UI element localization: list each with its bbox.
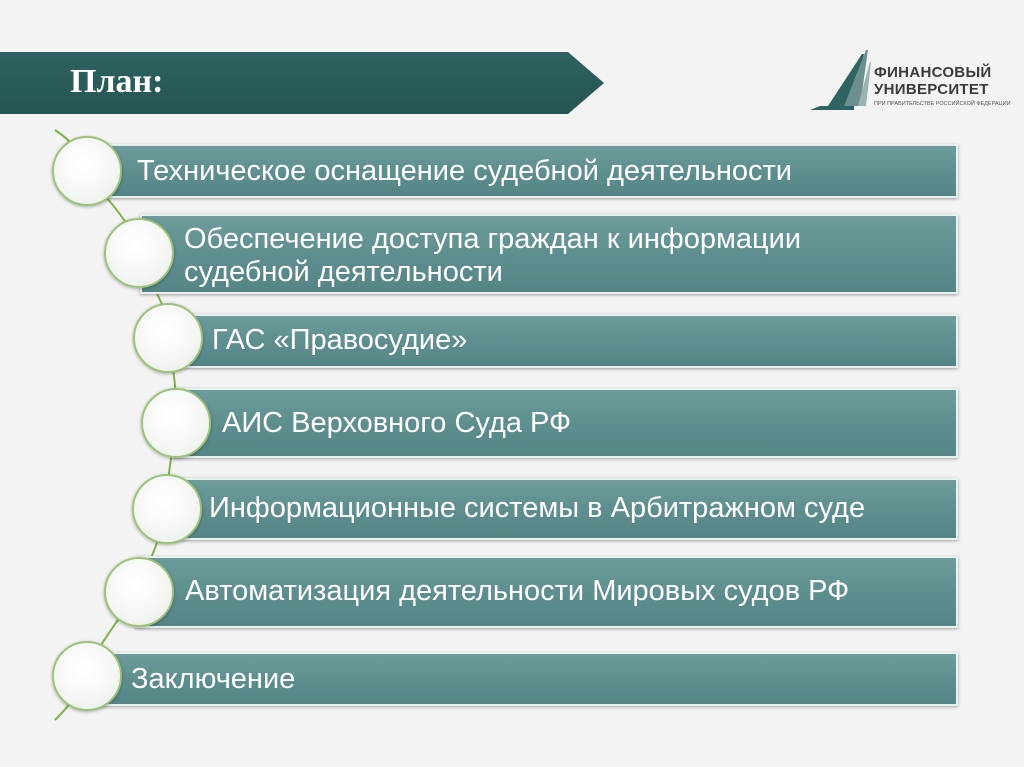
- plan-item-1-label: Техническое оснащение судебной деятельности: [137, 155, 792, 187]
- plan-item-7-marker: [52, 641, 122, 711]
- plan-item-4-label: АИС Верховного Суда РФ: [222, 407, 572, 439]
- logo-text-line1: ФИНАНСОВЫЙ: [874, 64, 992, 81]
- plan-item-4-marker: [141, 388, 211, 458]
- plan-item-2-marker: [104, 218, 174, 288]
- plan-item-3-marker: [133, 303, 203, 373]
- plan-item-6-bar: [135, 556, 958, 628]
- logo-text-line3: ПРИ ПРАВИТЕЛЬСТВЕ РОССИЙСКОЙ ФЕДЕРАЦИИ: [874, 101, 1011, 107]
- logo-text-line2: УНИВЕРСИТЕТ: [874, 81, 989, 98]
- plan-item-5-label: Информационные системы в Арбитражном суде: [209, 492, 866, 524]
- plan-item-7-label: Заключение: [131, 663, 296, 695]
- plan-item-6-marker: [104, 557, 174, 627]
- plan-item-2-label-line2: судебной деятельности: [184, 256, 503, 288]
- slide-title: План:: [70, 63, 164, 100]
- plan-item-3-label: ГАС «Правосудие»: [212, 324, 468, 356]
- plan-item-6-label: Автоматизация деятельности Мировых судов РФ: [185, 575, 850, 607]
- plan-item-5-bar: [162, 478, 958, 540]
- plan-item-5-marker: [132, 474, 202, 544]
- plan-item-4-bar: [172, 388, 958, 458]
- plan-item-2-bar: [140, 214, 958, 294]
- plan-item-1-bar: [82, 144, 958, 198]
- plan-item-1-marker: [52, 136, 122, 206]
- plan-item-7-bar: [80, 652, 958, 706]
- plan-item-3-bar: [165, 314, 958, 368]
- plan-item-2-label-line1: Обеспечение доступа граждан к информации: [184, 223, 802, 255]
